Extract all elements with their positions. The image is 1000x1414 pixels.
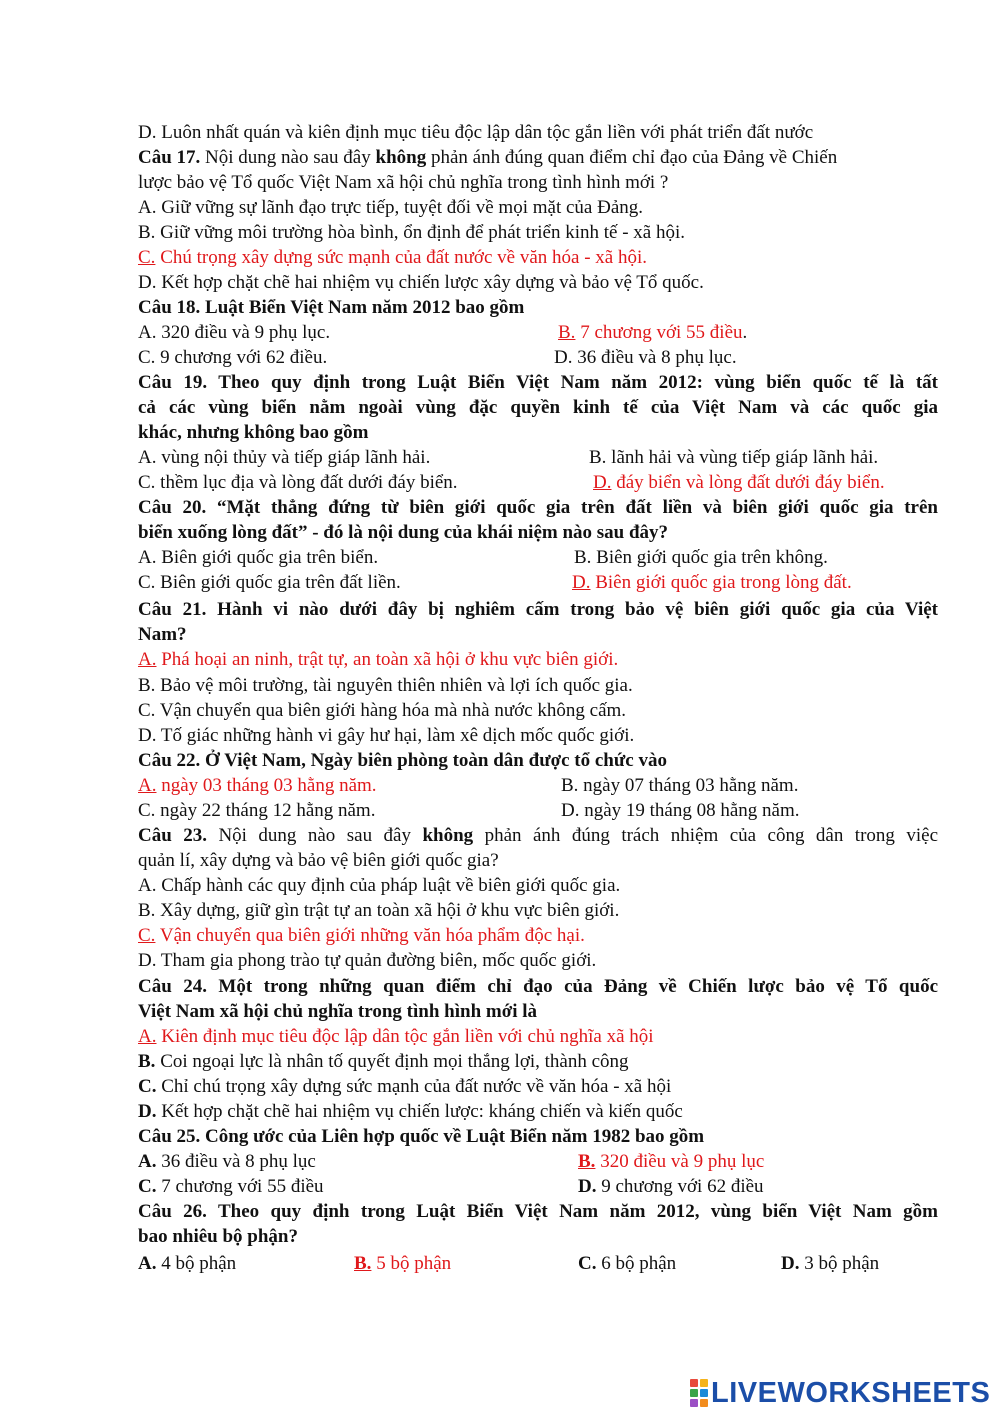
- q17-option-a: A. Giữ vững sự lãnh đạo trực tiếp, tuyệt đối về mọi mặt của Đảng.: [138, 197, 644, 218]
- q17-keyword: không: [375, 147, 427, 168]
- q26-option-a-text: 4 bộ phận: [156, 1253, 237, 1274]
- q25-option-d-letter: D.: [578, 1176, 597, 1197]
- q25-option-c-letter: C.: [138, 1176, 157, 1197]
- q19-option-d-letter: D.: [593, 472, 612, 493]
- q25-option-a-text: 36 điều và 8 phụ lục: [156, 1151, 316, 1172]
- q23-stem-line1: [138, 823, 938, 848]
- q19-option-a: A. vùng nội thủy và tiếp giáp lãnh hải.: [138, 447, 431, 468]
- q17-option-c-letter: C.: [138, 247, 156, 268]
- logo-square-1: [690, 1379, 698, 1387]
- q25-option-a-letter: A.: [138, 1151, 157, 1172]
- q25-option-b-text: 320 điều và 9 phụ lục: [595, 1151, 765, 1172]
- q20-option-c: C. Biên giới quốc gia trên đất liền.: [138, 572, 401, 593]
- q21-option-c: C. Vận chuyển qua biên giới hàng hóa mà nhà nước không cấm.: [138, 700, 627, 721]
- q26-option-c-text: 6 bộ phận: [596, 1253, 677, 1274]
- q24-option-c: [138, 1074, 938, 1099]
- q24-option-d: [138, 1099, 938, 1124]
- liveworksheets-grid-icon: [690, 1379, 708, 1407]
- q21-option-a-answer: [138, 647, 938, 672]
- q20-stem-line2: biển xuống lòng đất” - đó là nội dung của khái niệm nào sau đây?: [138, 522, 669, 543]
- q18-option-d: D. 36 điều và 8 phụ lục.: [554, 347, 737, 368]
- logo-square-6: [700, 1399, 708, 1407]
- q17-option-d: D. Kết hợp chặt chẽ hai nhiệm vụ chiến lược xây dựng và bảo vệ Tổ quốc.: [138, 272, 704, 293]
- q19-stem-line3: khác, nhưng không bao gồm: [138, 422, 369, 443]
- q18-option-c: C. 9 chương với 62 điều.: [138, 347, 328, 368]
- q26-option-c: [578, 1251, 676, 1276]
- q24-option-a-text: Kiên định mục tiêu độc lập dân tộc gắn liền với chủ nghĩa xã hội: [156, 1026, 654, 1047]
- q23-option-d: D. Tham gia phong trào tự quản đường biên, mốc quốc giới.: [138, 950, 597, 971]
- logo-square-5: [690, 1399, 698, 1407]
- q21-option-b: B. Bảo vệ môi trường, tài nguyên thiên nhiên và lợi ích quốc gia.: [138, 675, 633, 696]
- q22-option-d: D. ngày 19 tháng 08 hằng năm.: [561, 800, 800, 821]
- q23-option-b: B. Xây dựng, giữ gìn trật tự an toàn xã hội ở khu vực biên giới.: [138, 900, 620, 921]
- q19-option-c: C. thềm lục địa và lòng đất dưới đáy biển.: [138, 472, 458, 493]
- q23-option-c-letter: C.: [138, 925, 156, 946]
- q17-option-c-text: Chú trọng xây dựng sức mạnh của đất nước về văn hóa - xã hội.: [155, 247, 647, 268]
- q25-option-a: [138, 1149, 316, 1174]
- q19-stem-line2: cả các vùng biển nằm ngoài vùng đặc quyền kinh tế của Việt Nam và các quốc gia: [138, 397, 938, 418]
- q22-stem: Câu 22. Ở Việt Nam, Ngày biên phòng toàn dân được tổ chức vào: [138, 750, 667, 771]
- q20-stem-line1: Câu 20. “Mặt thẳng đứng từ biên giới quốc gia trên đất liền và biên giới quốc gia trên: [138, 497, 938, 518]
- q26-stem-line2: bao nhiêu bộ phận?: [138, 1226, 298, 1247]
- q26-option-d: [781, 1251, 879, 1276]
- q17-stem-line1: [138, 145, 938, 170]
- q25-option-c-text: 7 chương với 55 điều: [156, 1176, 324, 1197]
- q23-label: Câu 23.: [138, 825, 207, 846]
- q21-stem-line2: Nam?: [138, 624, 187, 645]
- q23-keyword: không: [422, 825, 474, 846]
- q26-option-d-letter: D.: [781, 1253, 800, 1274]
- q26-option-b-text: 5 bộ phận: [371, 1253, 452, 1274]
- q21-stem-line1: Câu 21. Hành vi nào dưới đây bị nghiêm cấm trong bảo vệ biên giới quốc gia của Việt: [138, 599, 938, 620]
- q22-option-c: C. ngày 22 tháng 12 hằng năm.: [138, 800, 376, 821]
- liveworksheets-logo-text: LIVEWORKSHEETS: [711, 1376, 991, 1409]
- q21-option-d: D. Tố giác những hành vi gây hư hại, làm xê dịch mốc quốc giới.: [138, 725, 635, 746]
- q20-option-d-answer: [572, 570, 852, 595]
- q19-option-b: B. lãnh hải và vùng tiếp giáp lãnh hải.: [589, 447, 879, 468]
- q24-option-b-text: Coi ngoại lực là nhân tố quyết định mọi thắng lợi, thành công: [155, 1051, 629, 1072]
- q26-option-b-letter: B.: [354, 1253, 372, 1274]
- q23-option-c-text: Vận chuyển qua biên giới những văn hóa phẩm độc hại.: [155, 925, 585, 946]
- q25-option-c: [138, 1174, 324, 1199]
- q23-stem-line2: quản lí, xây dựng và bảo vệ biên giới quốc gia?: [138, 850, 499, 871]
- q21-option-a-letter: A.: [138, 649, 157, 670]
- q20-option-d-text: Biên giới quốc gia trong lòng đất.: [590, 572, 852, 593]
- liveworksheets-logo[interactable]: [690, 1376, 990, 1410]
- logo-square-3: [690, 1389, 698, 1397]
- q22-option-a-answer: [138, 773, 377, 798]
- q26-option-d-text: 3 bộ phận: [799, 1253, 880, 1274]
- q19-option-d-answer: [593, 470, 885, 495]
- q20-option-d-letter: D.: [572, 572, 591, 593]
- q24-option-b-letter: B.: [138, 1051, 156, 1072]
- logo-square-4: [700, 1389, 708, 1397]
- q24-option-c-letter: C.: [138, 1076, 157, 1097]
- q16-option-d: D. Luôn nhất quán và kiên định mục tiêu độc lập dân tộc gắn liền với phát triển đất nước: [138, 122, 814, 143]
- q24-option-d-letter: D.: [138, 1101, 157, 1122]
- q24-option-a-letter: A.: [138, 1026, 157, 1047]
- q17-option-c-answer: [138, 245, 938, 270]
- q22-option-a-letter: A.: [138, 775, 157, 796]
- q25-option-b-letter: B.: [578, 1151, 596, 1172]
- q17-text1: Nội dung nào sau đây: [200, 147, 376, 168]
- q26-option-b-answer: [354, 1251, 451, 1276]
- q26-option-c-letter: C.: [578, 1253, 597, 1274]
- q19-option-d-text: đáy biển và lòng đất dưới đáy biển.: [611, 472, 885, 493]
- q18-option-b-answer: B. 7 chương với 55 điều.: [558, 322, 748, 343]
- q18-option-a: A. 320 điều và 9 phụ lục.: [138, 322, 331, 343]
- q26-stem-line1: Câu 26. Theo quy định trong Luật Biển Việt Nam năm 2012, vùng biển Việt Nam gồm: [138, 1201, 938, 1222]
- q17-text2: phản ánh đúng quan điểm chỉ đạo của Đảng về Chiến: [426, 147, 838, 168]
- q24-option-b: [138, 1049, 938, 1074]
- q17-stem-line2: lược bảo vệ Tổ quốc Việt Nam xã hội chủ nghĩa trong tình hình mới ?: [138, 172, 669, 193]
- q25-option-d: [578, 1174, 764, 1199]
- q20-option-a: A. Biên giới quốc gia trên biển.: [138, 547, 379, 568]
- q26-option-a-letter: A.: [138, 1253, 157, 1274]
- q25-option-b-answer: [578, 1149, 764, 1174]
- q24-option-c-text: Chỉ chú trọng xây dựng sức mạnh của đất nước về văn hóa - xã hội: [156, 1076, 672, 1097]
- q22-option-a-text: ngày 03 tháng 03 hằng năm.: [156, 775, 377, 796]
- q23-option-a: A. Chấp hành các quy định của pháp luật về biên giới quốc gia.: [138, 875, 621, 896]
- q18-option-b-letter: B.: [558, 322, 576, 343]
- q21-option-a-text: Phá hoại an ninh, trật tự, an toàn xã hội ở khu vực biên giới.: [156, 649, 619, 670]
- q25-option-d-text: 9 chương với 62 điều: [596, 1176, 764, 1197]
- q25-stem: Câu 25. Công ước của Liên hợp quốc về Luật Biển năm 1982 bao gồm: [138, 1126, 705, 1147]
- q22-option-b: B. ngày 07 tháng 03 hằng năm.: [561, 775, 799, 796]
- q23-text2: phản ánh đúng trách nhiệm của công dân trong việc: [473, 825, 939, 846]
- q19-stem-line1: Câu 19. Theo quy định trong Luật Biển Việt Nam năm 2012: vùng biển quốc tế là tất: [138, 372, 938, 393]
- q24-option-a-answer: [138, 1024, 938, 1049]
- logo-square-2: [700, 1379, 708, 1387]
- q23-option-c-answer: [138, 923, 938, 948]
- q18-stem: Câu 18. Luật Biển Việt Nam năm 2012 bao gồm: [138, 297, 525, 318]
- q24-option-d-text: Kết hợp chặt chẽ hai nhiệm vụ chiến lược: kháng chiến và kiến quốc: [156, 1101, 683, 1122]
- q23-text1: Nội dung nào sau đây: [207, 825, 423, 846]
- q17-option-b: B. Giữ vững môi trường hòa bình, ổn định để phát triển kinh tế - xã hội.: [138, 222, 686, 243]
- q26-option-a: [138, 1251, 236, 1276]
- q24-stem-line1: Câu 24. Một trong những quan điểm chỉ đạo của Đảng về Chiến lược bảo vệ Tổ quốc: [138, 976, 938, 997]
- q24-stem-line2: Việt Nam xã hội chủ nghĩa trong tình hình mới là: [138, 1001, 538, 1022]
- q18-option-b-text: 7 chương với 55 điều: [575, 322, 743, 343]
- q20-option-b: B. Biên giới quốc gia trên không.: [574, 547, 828, 568]
- q17-label: Câu 17.: [138, 147, 201, 168]
